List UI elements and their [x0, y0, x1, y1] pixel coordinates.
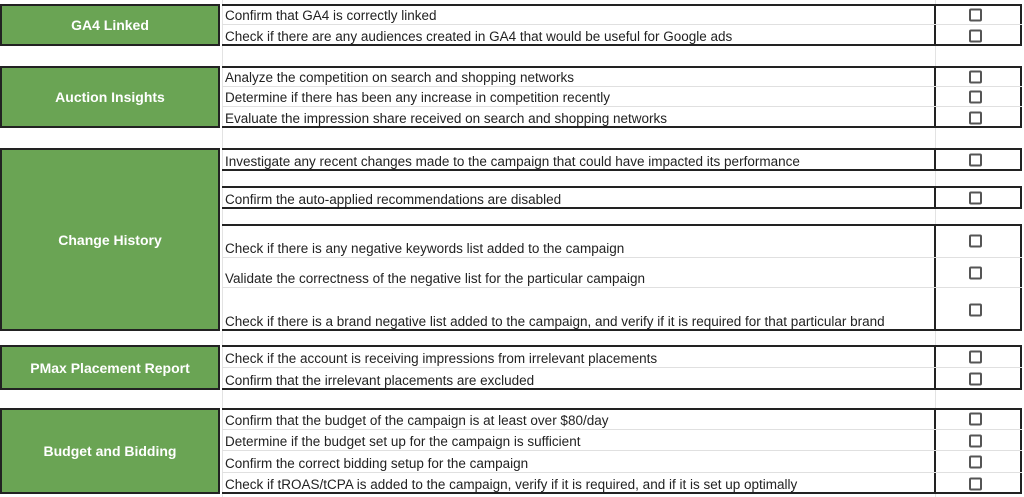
checkbox[interactable]: [969, 267, 982, 280]
section-label: PMax Placement Report: [0, 345, 220, 390]
checklist-row: [222, 148, 1022, 171]
checklist-row: [222, 451, 1022, 473]
section-label: Change History: [0, 148, 220, 331]
checklist-row: [222, 473, 1022, 494]
section-label: Auction Insights: [0, 66, 220, 128]
section-label: Budget and Bidding: [0, 408, 220, 494]
checklist-row: [222, 288, 1022, 331]
checklist-item-text: Validate the correctness of the negative list for the particular campaign: [225, 271, 645, 286]
checklist-item-text: Confirm that the irrelevant placements are excluded: [225, 373, 535, 388]
checkbox[interactable]: [969, 91, 982, 104]
checkbox[interactable]: [969, 8, 982, 21]
checkbox[interactable]: [969, 373, 982, 386]
checkbox[interactable]: [969, 303, 982, 316]
checklist-row: [222, 408, 1022, 430]
checklist-row: [222, 345, 1022, 368]
checklist-row: [222, 186, 1022, 209]
checklist-item-text: Evaluate the impression share received on search and shopping networks: [225, 111, 668, 126]
checklist-item-text: Analyze the competition on search and shopping networks: [225, 70, 574, 85]
checklist-row: [222, 4, 1022, 25]
checkbox[interactable]: [969, 235, 982, 248]
checkbox[interactable]: [969, 153, 982, 166]
checklist-row: [222, 107, 1022, 128]
checklist-row: [222, 258, 1022, 288]
checklist-row: [222, 224, 1022, 258]
checklist-item-text: Investigate any recent changes made to the campaign that could have impacted its performance: [225, 154, 800, 169]
checklist-item-text: Confirm the auto-applied recommendations are disabled: [225, 192, 562, 207]
checklist-row: [222, 368, 1022, 390]
checklist-item-text: Confirm that the budget of the campaign is at least over $80/day: [225, 413, 609, 428]
section-label: GA4 Linked: [0, 4, 220, 46]
checklist-item-text: Check if tROAS/tCPA is added to the campaign, verify if it is required, and if it is set up optimally: [225, 477, 798, 492]
checkbox[interactable]: [969, 70, 982, 83]
checklist-item-text: Check if there is a brand negative list added to the campaign, and verify if it is required for that particular brand: [225, 314, 885, 329]
checkbox[interactable]: [969, 434, 982, 447]
checkbox[interactable]: [969, 29, 982, 42]
checklist-item-text: Confirm the correct bidding setup for the campaign: [225, 456, 529, 471]
checklist-item-text: Determine if there has been any increase in competition recently: [225, 90, 610, 105]
checkbox[interactable]: [969, 191, 982, 204]
checklist-row: [222, 25, 1022, 46]
checklist-item-text: Check if the account is receiving impressions from irrelevant placements: [225, 351, 658, 366]
checklist-row: [222, 66, 1022, 87]
checklist-item-text: Check if there is any negative keywords list added to the campaign: [225, 241, 625, 256]
checkbox[interactable]: [969, 477, 982, 490]
checklist-item-text: Confirm that GA4 is correctly linked: [225, 8, 437, 23]
checkbox[interactable]: [969, 350, 982, 363]
checklist-item-text: Check if there are any audiences created in GA4 that would be useful for Google ads: [225, 29, 733, 44]
checkbox[interactable]: [969, 413, 982, 426]
checklist-row: [222, 87, 1022, 107]
checklist-item-text: Determine if the budget set up for the campaign is sufficient: [225, 434, 581, 449]
checklist-row: [222, 430, 1022, 451]
checkbox[interactable]: [969, 456, 982, 469]
checkbox[interactable]: [969, 111, 982, 124]
